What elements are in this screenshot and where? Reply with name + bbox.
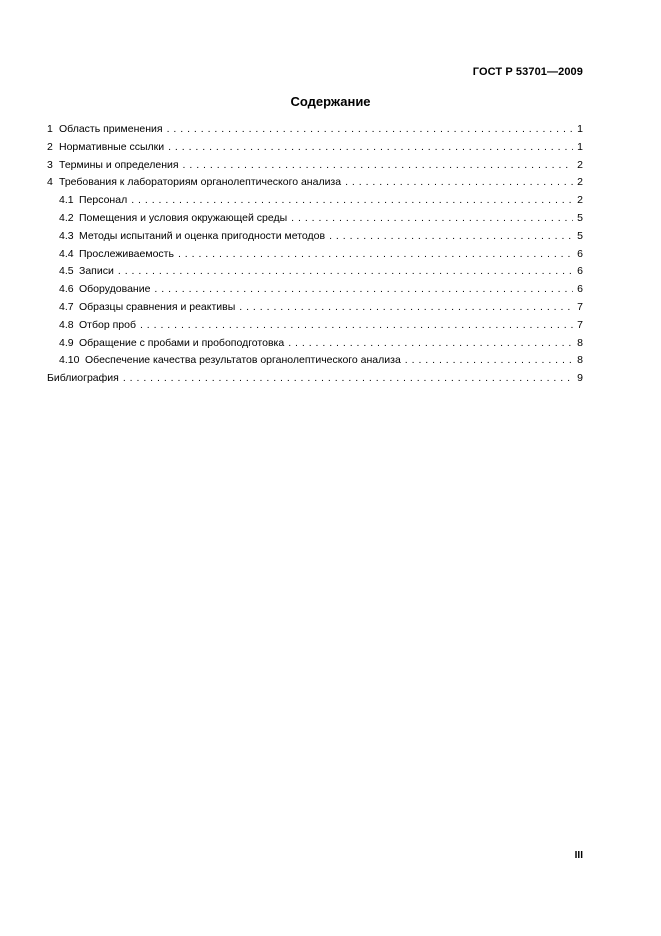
toc-entry-number: 3 <box>47 158 53 171</box>
toc-entry-number: 4.5 <box>59 265 74 278</box>
toc-entry-number: 1 <box>47 123 53 135</box>
toc-dot-leader <box>183 157 573 175</box>
toc-entry-number: 4.3 <box>59 229 74 242</box>
toc-dot-leader <box>140 317 573 335</box>
toc-entry-page: 6 <box>577 283 583 296</box>
toc-entry-4-5[interactable] <box>47 263 583 281</box>
toc-entry-label: Библиография <box>47 372 119 385</box>
toc-entry-label: Термины и определения <box>59 158 179 171</box>
toc-dot-leader <box>131 192 573 210</box>
toc-entry-number: 2 <box>47 140 53 153</box>
toc-entry-4-9[interactable] <box>47 335 583 353</box>
toc-dot-leader <box>154 281 573 299</box>
toc-entry-number: 4.2 <box>59 211 74 224</box>
toc-entry-4-3[interactable] <box>47 228 583 246</box>
toc-entry-label: Отбор проб <box>79 318 136 331</box>
toc-entry-4-6[interactable] <box>47 281 583 299</box>
toc-dot-leader <box>178 246 573 264</box>
toc-entry-page: 6 <box>577 265 583 278</box>
toc-entry-label: Требования к лабораториям органолептического анализа <box>59 176 342 189</box>
toc-entry-label: Обеспечение качества результатов органолептического анализа <box>85 354 401 367</box>
toc-dot-leader <box>288 335 573 353</box>
toc-entry-3[interactable] <box>47 157 583 175</box>
toc-entry-4-4[interactable] <box>47 246 583 264</box>
toc-entry-number: 4.4 <box>59 247 74 260</box>
toc-dot-leader <box>123 370 573 388</box>
toc-entry-page: 2 <box>577 158 583 171</box>
toc-dot-leader <box>329 228 573 246</box>
toc-title: Содержание <box>290 94 371 109</box>
toc-entry-page: 2 <box>577 176 583 189</box>
toc-entry-page: 5 <box>577 229 583 242</box>
toc-entry-4-10[interactable] <box>47 352 583 370</box>
toc-entry-page: 7 <box>577 318 583 331</box>
toc-entry-number: 4.10 <box>59 354 80 367</box>
toc-entry-page: 2 <box>577 194 583 207</box>
toc-entry-2[interactable] <box>47 139 583 157</box>
toc-entry-page: 7 <box>577 300 583 313</box>
toc-entry-page: 8 <box>577 336 583 349</box>
toc-entry-bibliography[interactable] <box>47 370 583 388</box>
toc-entry-4[interactable] <box>47 174 583 192</box>
toc-dot-leader <box>118 263 573 281</box>
toc-dot-leader <box>291 210 573 228</box>
table-of-contents <box>47 121 583 388</box>
toc-entry-4-1[interactable] <box>47 192 583 210</box>
toc-entry-page: 8 <box>577 354 583 367</box>
toc-dot-leader <box>167 121 573 139</box>
toc-entry-4-7[interactable] <box>47 299 583 317</box>
toc-dot-leader <box>168 139 573 157</box>
toc-entry-page: 1 <box>577 123 583 135</box>
toc-dot-leader <box>239 299 573 317</box>
toc-entry-label: Образцы сравнения и реактивы <box>79 300 236 313</box>
toc-entry-label: Нормативные ссылки <box>59 140 165 153</box>
toc-entry-page: 9 <box>577 372 583 385</box>
toc-entry-label: Область применения <box>59 123 163 135</box>
toc-entry-page: 5 <box>577 211 583 224</box>
toc-entry-number: 4.8 <box>59 318 74 331</box>
toc-entry-number: 4.6 <box>59 283 74 296</box>
toc-entry-number: 4.7 <box>59 300 74 313</box>
toc-entry-page: 1 <box>577 140 583 153</box>
toc-entry-number: 4.9 <box>59 336 74 349</box>
toc-entry-number: 4.1 <box>59 194 74 207</box>
toc-entry-label: Персонал <box>79 194 128 207</box>
toc-entry-1[interactable] <box>47 121 583 139</box>
toc-dot-leader <box>345 174 573 192</box>
toc-entry-label: Оборудование <box>79 283 151 296</box>
toc-entry-label: Записи <box>79 265 114 278</box>
toc-entry-label: Методы испытаний и оценка пригодности методов <box>79 229 326 242</box>
toc-entry-label: Помещения и условия окружающей среды <box>79 211 288 224</box>
toc-entry-label: Обращение с пробами и пробоподготовка <box>79 336 285 349</box>
toc-entry-page: 6 <box>577 247 583 260</box>
toc-entry-number: 4 <box>47 176 53 189</box>
page-number: III <box>574 850 583 861</box>
toc-entry-4-8[interactable] <box>47 317 583 335</box>
document-code: ГОСТ Р 53701—2009 <box>472 66 583 78</box>
toc-dot-leader <box>405 352 573 370</box>
toc-entry-label: Прослеживаемость <box>79 247 174 260</box>
toc-entry-4-2[interactable] <box>47 210 583 228</box>
